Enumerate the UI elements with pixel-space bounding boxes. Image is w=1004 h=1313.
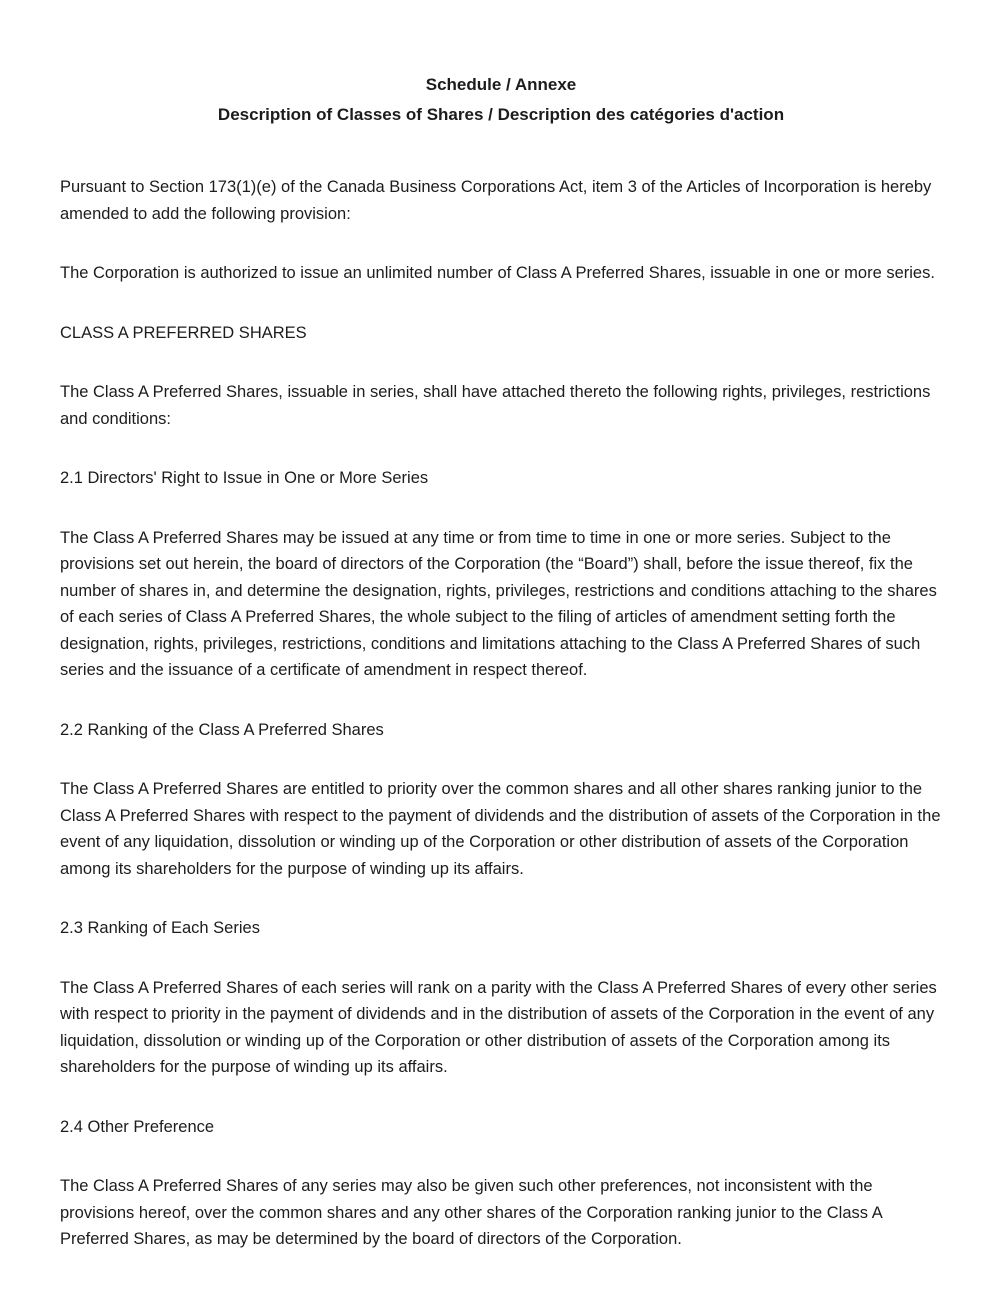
document-title xyxy=(60,70,942,130)
paragraph-section-2-4: The Class A Preferred Shares of any series may also be given such other preferences, not inconsistent with the provisions hereof, over the common shares and any other shares of the Corporation ranking junior to the Class A Preferred Shares, as may be determined by the board of directors of the Corporation. xyxy=(60,1177,882,1248)
heading-class-a-preferred-shares: CLASS A PREFERRED SHARES xyxy=(60,323,307,342)
title-line-description: Description of Classes of Shares / Description des catégories d'action xyxy=(217,105,785,124)
heading-section-2-4: 2.4 Other Preference xyxy=(60,1117,215,1136)
paragraph-section-2-3: The Class A Preferred Shares of each series will rank on a parity with the Class A Preferred Shares of every other series with respect to priority in the payment of dividends and in the distribution of assets of the Corporation in the event of any liquidation, dissolution or winding up of the Corporation or other distribution of assets of the Corporation among its shareholders for the purpose of winding up its affairs. xyxy=(60,978,937,1076)
paragraph-authorization: The Corporation is authorized to issue an unlimited number of Class A Preferred Shares, issuable in one or more series. xyxy=(60,264,935,282)
paragraph-rights-intro: The Class A Preferred Shares, issuable in series, shall have attached thereto the following rights, privileges, restrictions and conditions: xyxy=(60,383,931,428)
heading-section-2-2: 2.2 Ranking of the Class A Preferred Shares xyxy=(60,720,384,739)
paragraph-section-2-1: The Class A Preferred Shares may be issued at any time or from time to time in one or more series. Subject to the provisions set out herein, the board of directors of the Corporation (the “Board”) shall, before the issue thereof, fix the number of shares in, and determine the designation, rights, privileges, restrictions and conditions attaching to the shares of each series of Class A Preferred Shares, the whole subject to the filing of articles of amendment setting forth the designation, rights, privileges, restrictions, conditions and limitations attaching to the Class A Preferred Shares of such series and the issuance of a certificate of amendment in respect thereof. xyxy=(60,528,937,679)
paragraph-amendment-intro: Pursuant to Section 173(1)(e) of the Canada Business Corporations Act, item 3 of the Articles of Incorporation is hereby amended to add the following provision: xyxy=(60,178,932,223)
heading-section-2-3: 2.3 Ranking of Each Series xyxy=(60,919,260,937)
paragraph-section-2-2: The Class A Preferred Shares are entitled to priority over the common shares and all other shares ranking junior to the Class A Preferred Shares with respect to the payment of dividends and the distribution of assets of the Corporation in the event of any liquidation, dissolution or winding up of the Corporation or other distribution of assets of the Corporation among its shareholders for the purpose of winding up its affairs. xyxy=(60,780,941,878)
heading-section-2-1: 2.1 Directors' Right to Issue in One or More Series xyxy=(60,469,429,487)
title-line-schedule: Schedule / Annexe xyxy=(425,75,577,94)
